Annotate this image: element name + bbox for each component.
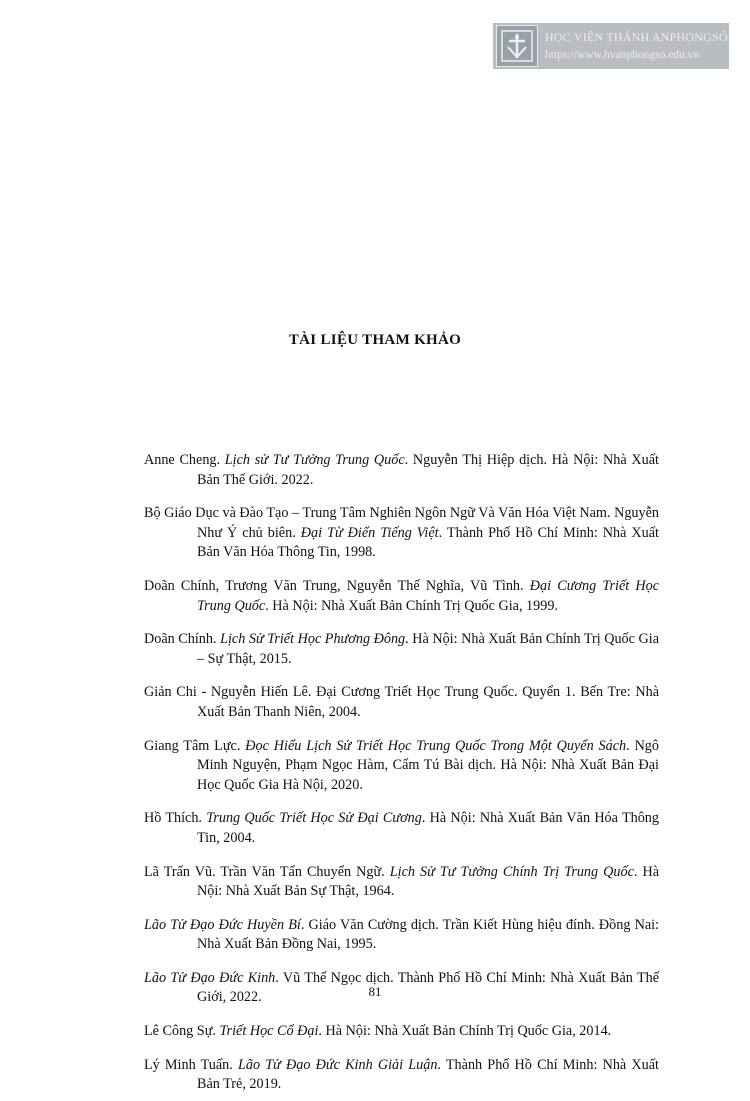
reference-italic-text: Trung Quốc Triết Học Sử Đại Cương: [206, 810, 422, 827]
academy-logo-icon: [496, 25, 538, 67]
watermark-url: https://www.hvanphongso.edu.vn: [545, 49, 700, 61]
reference-before-text: Hồ Thích.: [144, 810, 207, 827]
reference-before-text: Giang Tâm Lực.: [144, 737, 246, 754]
reference-italic-text: Đại Cương Triết Học Trung Quốc: [197, 578, 660, 614]
reference-after-text: . Vũ Thế Ngọc dịch. Thành Phố Hồ Chí Minh: Nhà Xuất Bản Thế Giới, 2022.: [197, 969, 659, 1006]
reference-italic-text: Đọc Hiểu Lịch Sử Triết Học Trung Quốc Trong Một Quyển Sách: [245, 737, 627, 754]
reference-entry: [144, 863, 659, 902]
reference-entry: [144, 737, 659, 796]
reference-entry: [144, 683, 659, 722]
reference-before-text: Bộ Giáo Dục và Đào Tạo – Trung Tâm Nghiên Ngôn Ngữ Và Văn Hóa Việt Nam. Nguyễn Như Ý chủ biên.: [144, 505, 659, 541]
watermark-title: HỌC VIỆN THÁNH ANPHONGSÔ: [545, 30, 728, 44]
reference-italic-text: Triết Học Cổ Đại: [219, 1023, 319, 1040]
reference-after-text: . Ngô Minh Nguyện, Phạm Ngọc Hàm, Cẩm Tú Bài dịch. Hà Nội: Nhà Xuất Bản Đại Học Quốc Gia Hà Nội, 2020.: [197, 737, 659, 793]
reference-after-text: . Thành Phố Hồ Chí Minh: Nhà Xuất Bản Văn Hóa Thông Tin, 1998.: [197, 524, 659, 561]
reference-entry: [144, 1022, 659, 1042]
page-number: 81: [368, 984, 382, 999]
reference-italic-text: Lão Tử Đạo Đức Huyền Bí: [144, 916, 301, 933]
reference-entry: [144, 630, 659, 669]
reference-before-text: Lã Trấn Vũ. Trần Văn Tấn Chuyển Ngữ.: [144, 863, 390, 880]
reference-after-text: . Hà Nội: Nhà Xuất Bản Chính Trị Quốc Gia – Sự Thật, 2015.: [197, 631, 659, 667]
reference-after-text: . Hà Nội: Nhà Xuất Bản Chính Trị Quốc Gia, 2014.: [318, 1023, 612, 1040]
reference-entry: [144, 809, 659, 848]
reference-before-text: Anne Cheng.: [144, 452, 225, 469]
page-title: TÀI LIỆU THAM KHẢO: [288, 332, 462, 348]
reference-italic-text: Lịch sử Tư Tưởng Trung Quốc: [224, 452, 405, 469]
reference-after-text: . Nguyễn Thị Hiệp dịch. Hà Nội: Nhà Xuất Bản Thế Giới. 2022.: [197, 452, 659, 488]
reference-after-text: . Thành Phố Hồ Chí Minh: Nhà Xuất Bản Trẻ, 2019.: [197, 1056, 659, 1093]
reference-before-text: Giản Chi - Nguyễn Hiến Lê. Đại Cương Triết Học Trung Quốc. Quyển 1. Bến Tre: Nhà Xuất Bản Thanh Niên, 2004.: [144, 684, 659, 720]
reference-italic-text: Lịch Sử Triết Học Phương Đông: [220, 631, 406, 648]
reference-after-text: . Giáo Văn Cường dịch. Trần Kiết Hùng hiệu đính. Đồng Nai: Nhà Xuất Bản Đồng Nai, 1995.: [197, 916, 660, 953]
reference-italic-text: Lão Tử Đạo Đức Kinh: [144, 969, 276, 986]
reference-after-text: . Hà Nội: Nhà Xuất Bản Sự Thật, 1964.: [197, 863, 659, 899]
reference-before-text: Lý Minh Tuấn.: [144, 1056, 238, 1073]
reference-before-text: Lê Công Sự.: [144, 1023, 220, 1040]
reference-after-text: . Hà Nội: Nhà Xuất Bản Văn Hóa Thông Tin, 2004.: [197, 810, 659, 846]
reference-italic-text: Lão Tử Đạo Đức Kinh Giải Luận: [237, 1056, 438, 1073]
reference-italic-text: Đại Từ Điển Tiếng Việt: [300, 524, 439, 541]
reference-after-text: . Hà Nội: Nhà Xuất Bản Chính Trị Quốc Gia, 1999.: [265, 597, 558, 614]
reference-entry: [144, 577, 659, 616]
reference-entry: [144, 451, 659, 490]
reference-list: [144, 437, 659, 1101]
reference-entry: [144, 1056, 659, 1095]
reference-italic-text: Lịch Sử Tư Tưởng Chính Trị Trung Quốc: [389, 863, 634, 880]
reference-before-text: Doãn Chính, Trương Văn Trung, Nguyễn Thế Nghĩa, Vũ Tình.: [144, 578, 530, 595]
watermark: [493, 23, 729, 69]
reference-before-text: Doãn Chính.: [144, 631, 221, 648]
reference-entry: [144, 504, 659, 563]
reference-entry: [144, 916, 659, 955]
